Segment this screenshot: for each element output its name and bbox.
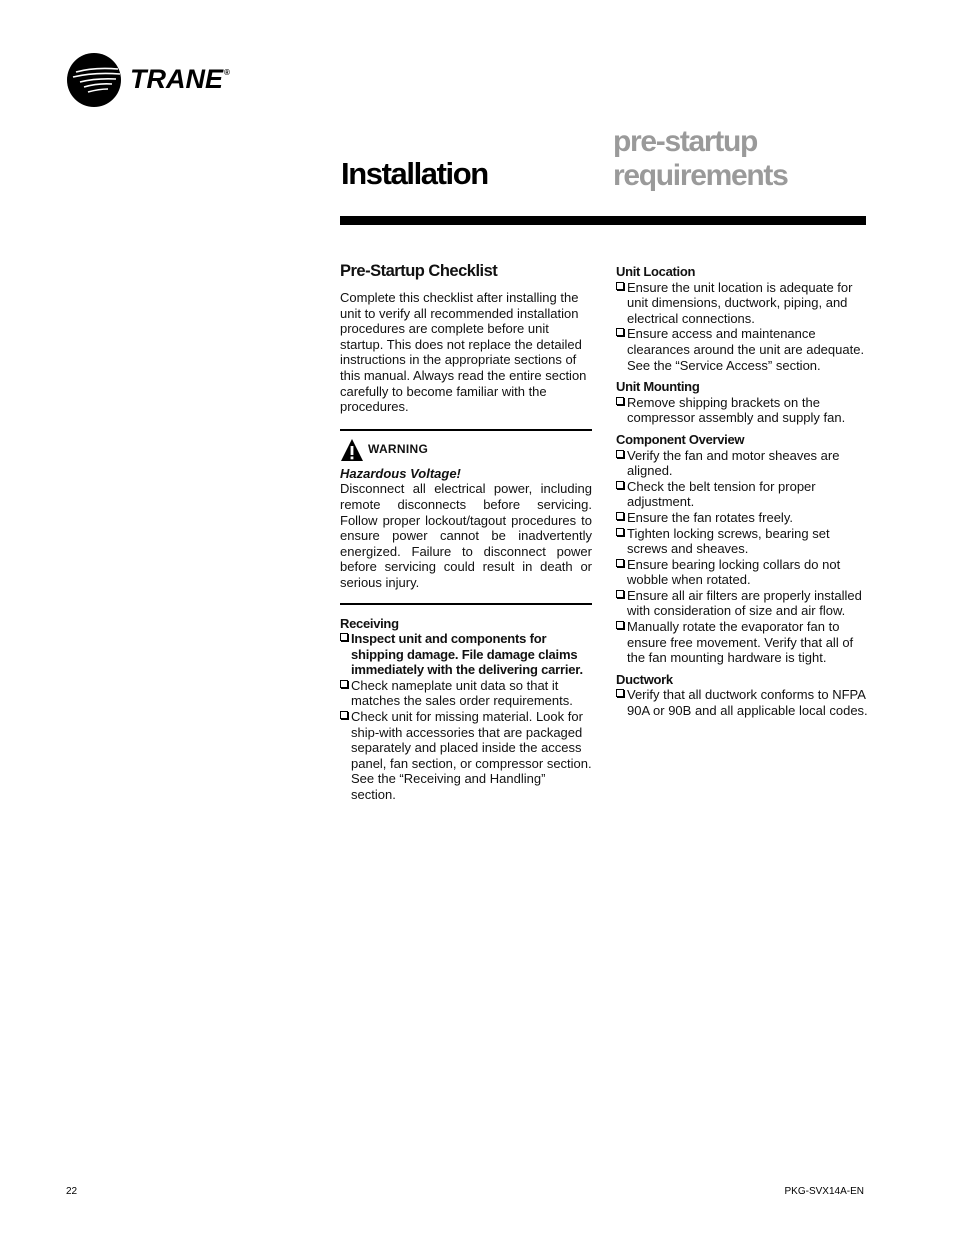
registered-mark: ® — [224, 68, 230, 77]
right-column — [616, 264, 872, 719]
ductwork-heading: Ductwork — [616, 671, 673, 687]
checklist-item — [616, 588, 872, 619]
checkbox-icon[interactable] — [616, 450, 624, 458]
checklist-heading: Pre-Startup Checklist — [340, 262, 498, 280]
checklist-item — [616, 280, 872, 327]
checkbox-icon[interactable] — [616, 328, 624, 336]
checkbox-icon[interactable] — [340, 711, 348, 719]
unit-location-heading: Unit Location — [616, 264, 696, 279]
checkbox-icon[interactable] — [616, 689, 624, 697]
checkbox-icon[interactable] — [340, 633, 348, 641]
title-rule — [340, 216, 866, 225]
document-code: PKG-SVX14A-EN — [784, 1186, 864, 1197]
checkbox-icon[interactable] — [616, 512, 624, 520]
left-column — [340, 260, 592, 803]
warning-label: WARNING — [368, 441, 429, 456]
checklist-item — [616, 526, 872, 557]
ductwork-list — [616, 687, 872, 718]
checklist-item-text: Verify the fan and motor sheaves are aligned. — [627, 447, 840, 479]
subsection-title-line2: requirements — [613, 159, 788, 192]
section-title: Installation — [341, 156, 488, 191]
checklist-intro: Complete this checklist after installing the unit to verify all recommended installation procedures are complete before unit startup. This does not replace the detailed instructions in the appropriate sections of this manual. Always read the entire section carefully to become familiar with the procedures. — [340, 290, 587, 415]
checklist-item-text: Tighten locking screws, bearing set screws and sheaves. — [627, 525, 830, 557]
checklist-item-text: Check nameplate unit data so that it matches the sales order requirements. — [351, 677, 573, 709]
checkbox-icon[interactable] — [340, 680, 348, 688]
checklist-item-text: Verify that all ductwork conforms to NFPA 90A or 90B and all applicable local codes. — [627, 687, 868, 719]
checklist-item — [340, 678, 592, 709]
receiving-heading: Receiving — [340, 615, 399, 631]
checkbox-icon[interactable] — [616, 590, 624, 598]
receiving-section — [340, 616, 592, 803]
trane-emblem-icon — [66, 52, 122, 108]
checklist-item — [616, 619, 872, 666]
receiving-list — [340, 631, 592, 803]
checklist-item — [616, 687, 872, 718]
checklist-item — [616, 326, 872, 373]
unit-mounting-heading: Unit Mounting — [616, 379, 700, 395]
checklist-item-text: Ensure the fan rotates freely. — [627, 509, 793, 525]
page-number: 22 — [66, 1186, 78, 1197]
checklist-item-text: Ensure access and maintenance clearances around the unit are adequate. See the “Service Access” section. — [627, 326, 865, 373]
unit-location-list — [616, 280, 872, 374]
trane-logo — [66, 52, 236, 110]
warning-box — [340, 429, 592, 605]
checklist-item-text: Ensure bearing locking collars do not wobble when rotated. — [627, 556, 841, 588]
checklist-item — [340, 631, 592, 678]
warning-body: Disconnect all electrical power, including remote disconnects before servicing. Follow proper lockout/tagout procedures to ensure power cannot be inadvertently energized. Failure to disconnect power before servicing could result in death or serious injury. — [340, 481, 592, 590]
warning-triangle-icon — [340, 438, 364, 462]
checklist-item — [616, 395, 872, 426]
checklist-item-text: Ensure all air filters are properly installed with consideration of size and air flow. — [627, 587, 862, 619]
checkbox-icon[interactable] — [616, 528, 624, 536]
checklist-item-text: Inspect unit and components for shipping damage. File damage claims immediately with the delivering carrier. — [351, 631, 583, 678]
checkbox-icon[interactable] — [616, 621, 624, 629]
checklist-item-text: Ensure the unit location is adequate for unit dimensions, ductwork, piping, and electrical connections. — [627, 279, 853, 326]
component-overview-list — [616, 448, 872, 666]
subsection-title — [613, 125, 913, 193]
checklist-item — [616, 448, 872, 479]
checklist-item-text: Manually rotate the evaporator fan to ensure free movement. Verify that all of the fan mounting hardware is tight. — [627, 619, 854, 666]
checklist-item-text: Remove shipping brackets on the compressor assembly and supply fan. — [627, 394, 846, 426]
subsection-title-line1: pre-startup — [613, 125, 758, 158]
unit-mounting-list — [616, 395, 872, 426]
hazard-title: Hazardous Voltage! — [340, 465, 461, 481]
checklist-item-text: Check the belt tension for proper adjustment. — [627, 478, 816, 510]
checkbox-icon[interactable] — [616, 397, 624, 405]
component-overview-heading: Component Overview — [616, 431, 745, 447]
checkbox-icon[interactable] — [616, 559, 624, 567]
checklist-item — [616, 479, 872, 510]
checklist-item — [616, 510, 872, 526]
checkbox-icon[interactable] — [616, 282, 624, 290]
checklist-item — [616, 557, 872, 588]
warning-header — [340, 437, 592, 463]
brand-wordmark: TRANE — [130, 64, 223, 94]
checkbox-icon[interactable] — [616, 481, 624, 489]
checklist-item-text: Check unit for missing material. Look for ship-with accessories that are packaged separately and placed inside the access panel, fan section, or compressor section. See the “Receiving and Handling” section. — [351, 709, 592, 803]
checklist-item — [340, 709, 592, 803]
